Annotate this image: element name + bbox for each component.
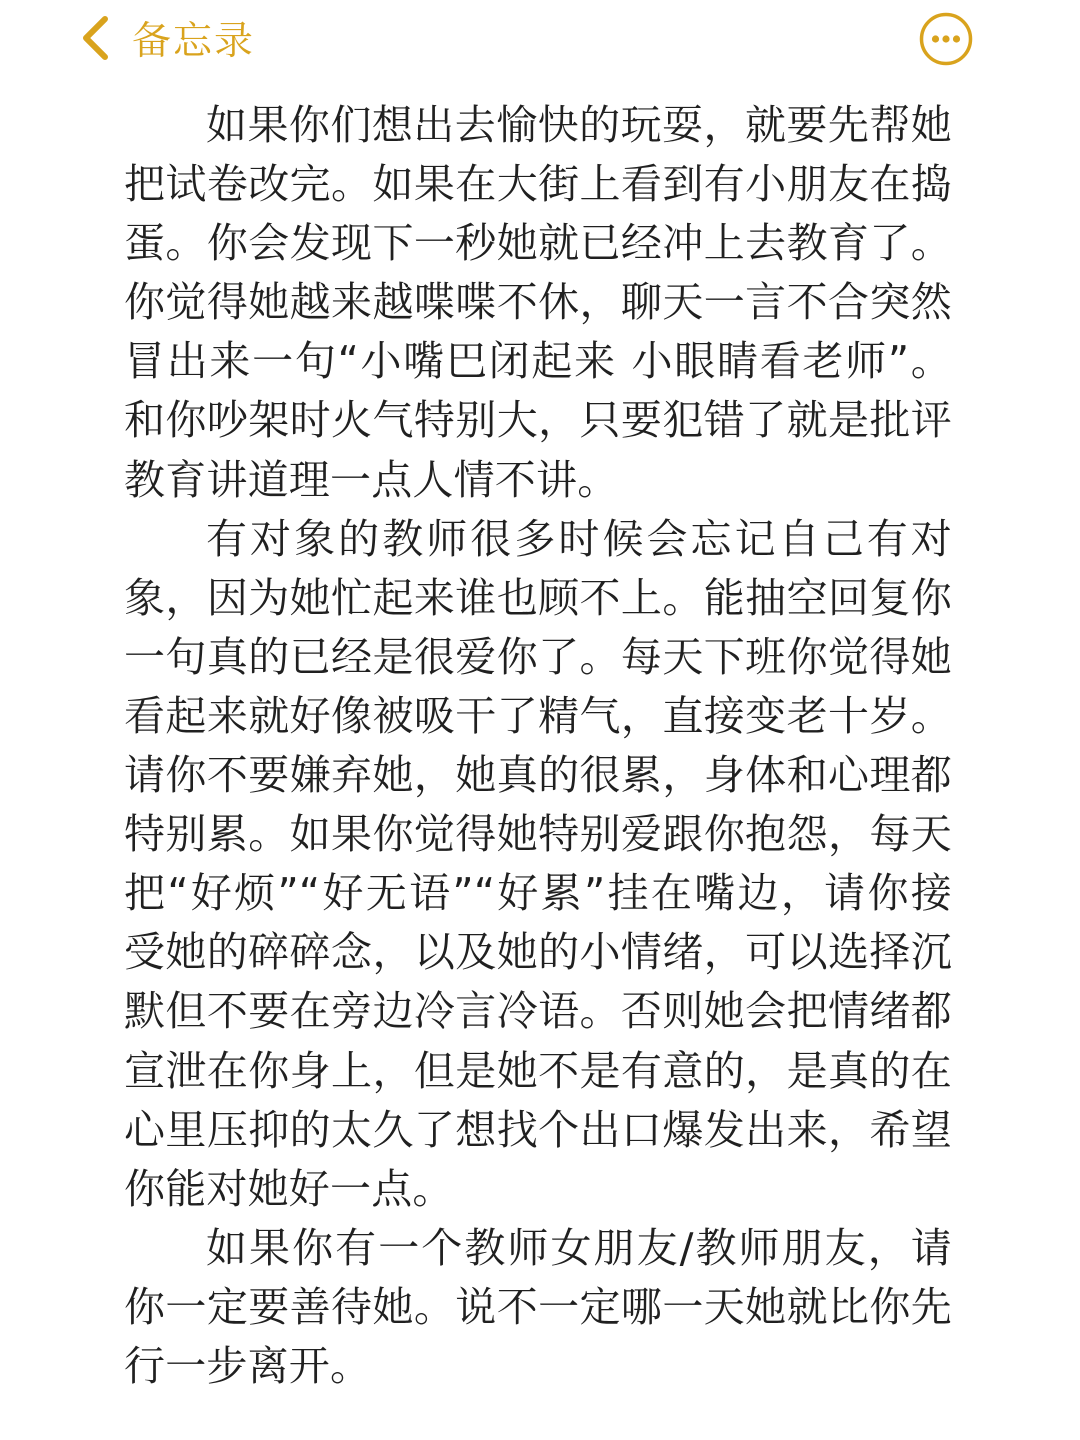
more-options-button[interactable] (919, 12, 973, 66)
chevron-left-icon (78, 15, 112, 61)
note-paragraph: 有对象的教师很多时候会忘记自己有对象，因为她忙起来谁也顾不上。能抽空回复你一句真的已经是很爱你了。每天下班你觉得她看起来就好像被吸干了精气，直接变老十岁。请你不要嫌弃她，她真的很累，身体和心理都特别累。如果你觉得她特别爱跟你抱怨，每天把“好烦”“好无语”“好累”挂在嘴边，请你接受她的碎碎念，以及她的小情绪，可以选择沉默但不要在旁边冷言冷语。否则她会把情绪都宣泄在你身上，但是她不是有意的，是真的在心里压抑的太久了想找个出口爆发出来，希望你能对她好一点。 (124, 514, 952, 1213)
navigation-bar (0, 0, 1080, 80)
note-body[interactable] (124, 96, 952, 1396)
back-button[interactable] (78, 12, 255, 64)
back-button-label: 备忘录 (132, 19, 256, 64)
more-horizontal-icon (919, 12, 973, 66)
note-paragraph: 如果你有一个教师女朋友/教师朋友，请你一定要善待她。说不一定哪一天她就比你先行一步离开。 (124, 1223, 952, 1390)
note-paragraph: 如果你们想出去愉快的玩耍，就要先帮她把试卷改完。如果在大街上看到有小朋友在捣蛋。你会发现下一秒她就已经冲上去教育了。你觉得她越来越喋喋不休，聊天一言不合突然冒出来一句“小嘴巴闭起来 小眼睛看老师”。和你吵架时火气特别大，只要犯错了就是批评教育讲道理一点人情不讲。 (124, 101, 952, 504)
